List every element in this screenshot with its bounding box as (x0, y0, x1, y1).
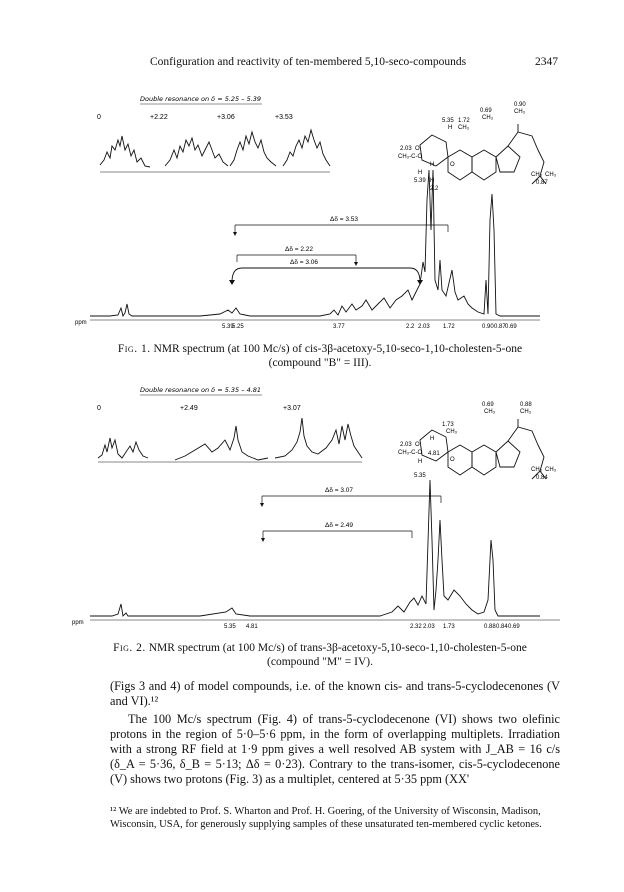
fig2-tick-4: 1.73 (443, 624, 455, 630)
fig2-tick-2: 2.32 (410, 624, 422, 630)
svg-text:CH₃: CH₃ (514, 109, 526, 115)
svg-text:H: H (430, 162, 435, 168)
fig2-inset-label-0: 0 (97, 405, 101, 412)
svg-text:CH₃: CH₃ (458, 125, 470, 131)
svg-text:H: H (430, 436, 435, 442)
fig1-tick-3: 2.2 (406, 324, 415, 330)
fig2-tick-3: 2.03 (423, 624, 435, 630)
fig2-caption-text: NMR spectrum (at 100 Mc/s) of trans-3β-acetoxy-5,10-seco-1,10-cholesten-5-one (compound "M" = IV). (148, 642, 527, 668)
fig1-tick-6: 0.90 (482, 324, 494, 330)
fig1-inset-label-1: +2.22 (150, 114, 168, 121)
svg-text:CH₃: CH₃ (484, 409, 496, 415)
body-paragraph-1: (Figs 3 and 4) of model compounds, i.e. of the known cis- and trans-5-cyclodecenones (V and VI).¹² (110, 679, 560, 708)
fig2-delta-label-0: Δδ = 3.07 (325, 487, 354, 494)
svg-text:H: H (418, 459, 423, 465)
fig1-inset-trace-1 (100, 136, 150, 167)
fig1-tick-0: 5.39 (222, 324, 234, 330)
fig2-structure (420, 419, 546, 479)
fig1-caption-label: Fig. 1. (117, 343, 151, 355)
fig2-tick-5: 0.88 (484, 624, 496, 630)
svg-text:CH₃-C-O: CH₃-C-O (398, 154, 423, 160)
svg-text:H: H (448, 125, 453, 131)
svg-text:0.69: 0.69 (480, 108, 492, 114)
fig1-tick-1: 5.25 (232, 324, 244, 330)
svg-text:5.35: 5.35 (414, 473, 426, 479)
svg-text:CH₃: CH₃ (531, 172, 543, 178)
svg-text:CH₃: CH₃ (520, 409, 532, 415)
svg-text:1.72: 1.72 (458, 118, 470, 124)
svg-text:5.35: 5.35 (442, 118, 454, 124)
svg-text:0.90: 0.90 (514, 102, 526, 108)
svg-text:CH₃: CH₃ (482, 115, 494, 121)
fig1-inset-trace-3 (230, 132, 276, 166)
fig2-main-spectrum (90, 480, 540, 616)
fig1-decoupling-arc (232, 268, 420, 282)
fig1-inset-trace-4 (283, 130, 330, 166)
svg-text:2.03: 2.03 (400, 146, 412, 152)
fig2-axis-unit: ppm (72, 620, 84, 626)
fig1-delta-label-1: Δδ = 2.22 (285, 246, 314, 253)
fig1-tick-2: 3.77 (333, 324, 345, 330)
fig1-inset-label-0: 0 (97, 114, 101, 121)
fig2-caption (105, 641, 535, 669)
fig2-tick-1: 4.81 (246, 624, 258, 630)
fig2-double-resonance-label: Double resonance on δ = 5.35 – 4.81 (140, 386, 262, 394)
fig2-tick-7: 0.69 (508, 624, 520, 630)
svg-text:O: O (415, 146, 420, 152)
fig2-inset-label-1: +2.49 (180, 405, 198, 412)
fig1-delta-label-0: Δδ = 3.53 (330, 216, 359, 223)
svg-text:0.87: 0.87 (536, 180, 548, 186)
svg-text:CH₃-C-O: CH₃-C-O (398, 450, 423, 456)
fig1-main-spectrum (90, 170, 540, 316)
fig2-structure-labels (398, 402, 557, 481)
fig1-tick-7: 0.87 (494, 324, 506, 330)
fig2-caption-label: Fig. 2. (113, 642, 146, 654)
fig1-structure (420, 124, 546, 184)
svg-text:4.81: 4.81 (428, 451, 440, 457)
svg-text:H: H (430, 178, 435, 184)
svg-text:2.03: 2.03 (400, 442, 412, 448)
svg-text:CH₃: CH₃ (545, 467, 557, 473)
fig1-tick-5: 1.72 (443, 324, 455, 330)
fig2-delta-label-1: Δδ = 2.49 (325, 522, 354, 529)
svg-text:0.88: 0.88 (520, 402, 532, 408)
page-number: 2347 (535, 56, 558, 68)
fig1-caption-text: NMR spectrum (at 100 Mc/s) of cis-3β-acetoxy-5,10-seco-1,10-cholesten-5-one (compound "B" = III). (153, 343, 523, 369)
fig2-tick-0: 5.35 (224, 624, 236, 630)
fig1-axis-unit: ppm (75, 320, 87, 326)
svg-text:0.69: 0.69 (482, 402, 494, 408)
fig1-inset-trace-2 (165, 138, 228, 166)
svg-text:CH₃: CH₃ (545, 172, 557, 178)
running-header-title: Configuration and reactivity of ten-membered 5,10-seco-compounds (150, 56, 467, 68)
fig1-structure-labels (398, 102, 557, 192)
fig1-caption (110, 342, 530, 370)
fig2-axis-ticks (224, 624, 520, 630)
fig1-inset-label-3: +3.53 (275, 114, 293, 121)
fig1-delta-label-2: Δδ = 3.06 (290, 259, 319, 266)
fig1-tick-4: 2.03 (418, 324, 430, 330)
fig1-tick-8: 0.69 (505, 324, 517, 330)
svg-text:5.39: 5.39 (414, 178, 426, 184)
fig1-double-resonance-label: Double resonance on δ = 5.25 – 5.39 (140, 95, 262, 103)
fig2-inset-label-2: +3.07 (283, 405, 301, 412)
svg-text:CH₃: CH₃ (531, 467, 543, 473)
fig2-inset-trace-2 (175, 426, 268, 460)
svg-text:CH₃: CH₃ (446, 429, 458, 435)
svg-text:O: O (415, 442, 420, 448)
body-paragraph-2: The 100 Mc/s spectrum (Fig. 4) of trans-5-cyclodecenone (VI) shows two olefinic protons in the region of 5·0–5·6 ppm, in the form of overlapping multiplets. Irradiation with a strong RF field at 1·9 ppm gives a well resolved AB system with J_AB = 16 c/s (δ_A = 5·36, δ_B = 5·13; Δδ = 0·23). Contrary to the trans-isomer, cis-5-cyclodecenone (V) shows two protons (Fig. 3) as a multiplet, centered at 5·35 ppm (XX' (110, 712, 560, 786)
fig1-inset-label-2: +3.06 (217, 114, 235, 121)
svg-text:H: H (418, 170, 423, 176)
svg-text:O: O (450, 162, 455, 168)
fig2-tick-6: 0.84 (496, 624, 508, 630)
svg-text:O: O (450, 457, 455, 463)
footnote-12: ¹² We are indebted to Prof. S. Wharton and Prof. H. Goering, of the University of Wisconsin, Madison, Wisconsin, USA, for generously supplying samples of these unsaturated ten-membered cyclic ketones. (110, 806, 542, 830)
fig2-inset-trace-3 (275, 418, 362, 458)
svg-text:1.73: 1.73 (442, 422, 454, 428)
fig1-axis-ticks (222, 324, 517, 330)
svg-text:2.2: 2.2 (430, 186, 439, 192)
fig2-inset-trace-1 (98, 438, 148, 458)
svg-text:0.84: 0.84 (536, 475, 548, 481)
